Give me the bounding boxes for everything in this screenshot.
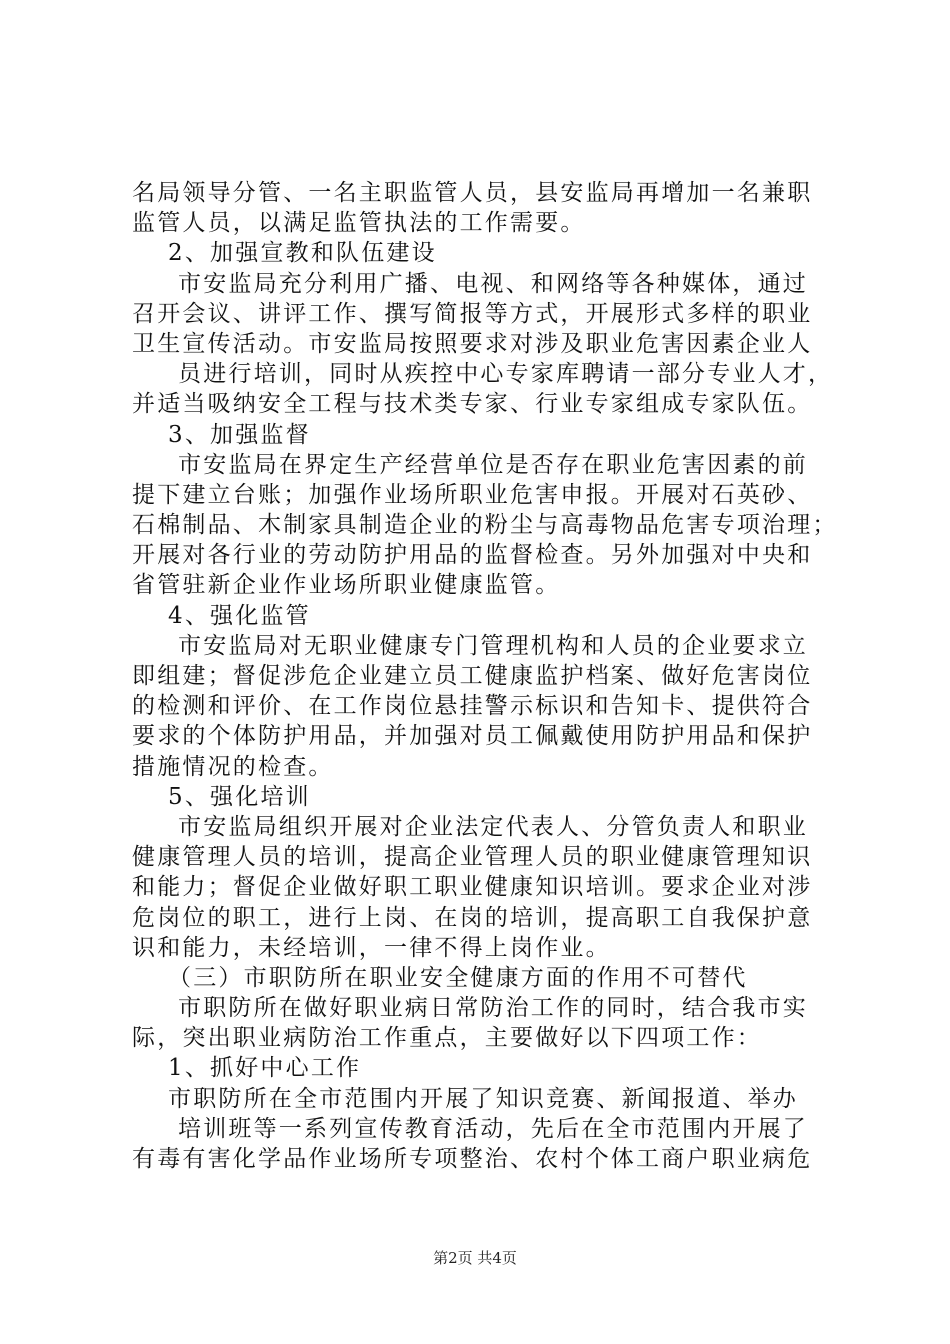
text-line: 识和能力，未经培训，一律不得上岗作业。 [132,934,611,961]
text-line: 开展对各行业的劳动防护用品的监督检查。另外加强对中央和 [132,542,813,569]
text-line: 监管人员，以满足监管执法的工作需要。 [132,210,586,237]
text-line: 名局领导分管、一名主职监管人员，县安监局再增加一名兼职 [132,180,813,206]
text-line: 市职防所在全市范围内开展了知识竞赛、新闻报道、举办 [168,1085,798,1112]
text-line: 3、加强监督 [168,421,311,448]
text-line: 提下建立台账；加强作业场所职业危害申报。开展对石英砂、 [132,481,813,508]
text-line: 有毒有害化学品作业场所专项整治、农村个体工商户职业病危 [132,1146,813,1172]
text-line: 2、加强宣教和队伍建设 [168,240,437,267]
text-line: 危岗位的职工，进行上岗、在岗的培训，提高职工自我保护意 [132,904,813,931]
text-line: 即组建；督促涉危企业建立员工健康监护档案、做好危害岗位 [132,663,813,689]
document-body [132,178,838,1174]
text-line: 召开会议、讲评工作、撰写简报等方式，开展形式多样的职业 [132,300,813,327]
text-line: 措施情况的检查。 [132,753,334,780]
text-line: 市安监局充分利用广播、电视、和网络等各种媒体，通过 [178,270,808,297]
text-line: 5、强化培训 [168,783,311,810]
text-line: 4、强化监管 [168,602,311,629]
text-line: 省管驻新企业作业场所职业健康监管。 [132,572,561,599]
text-line: 员进行培训，同时从疾控中心专家库聘请一部分专业人才， [178,361,834,388]
text-line: 石棉制品、木制家具制造企业的粉尘与高毒物品危害专项治理； [132,512,838,539]
text-line: 健康管理人员的培训，提高企业管理人员的职业健康管理知识 [132,844,813,871]
text-line: 市安监局组织开展对企业法定代表人、分管负责人和职业 [178,813,808,840]
text-line: 市安监局在界定生产经营单位是否存在职业危害因素的前 [178,451,808,478]
page-footer: 第2页 共4页 [433,1249,517,1267]
text-line: 1、抓好中心工作 [168,1055,362,1082]
text-line: 和能力；督促企业做好职工职业健康知识培训。要求企业对涉 [132,874,813,901]
text-line: 并适当吸纳安全工程与技术类专家、行业专家组成专家队伍。 [132,391,813,418]
text-line: 要求的个体防护用品，并加强对员工佩戴使用防护用品和保护 [132,723,813,750]
text-line: 的检测和评价、在工作岗位悬挂警示标识和告知卡、提供符合 [132,693,813,720]
text-line: 培训班等一系列宣传教育活动，先后在全市范围内开展了 [178,1115,808,1142]
text-line: 市职防所在做好职业病日常防治工作的同时，结合我市实 [178,995,808,1022]
text-line: 际，突出职业病防治工作重点，主要做好以下四项工作： [132,1025,762,1052]
text-line: （三）市职防所在职业安全健康方面的作用不可替代 [168,964,748,991]
text-line: 卫生宣传活动。市安监局按照要求对涉及职业危害因素企业人 [132,330,813,357]
text-line: 市安监局对无职业健康专门管理机构和人员的企业要求立 [178,632,808,659]
